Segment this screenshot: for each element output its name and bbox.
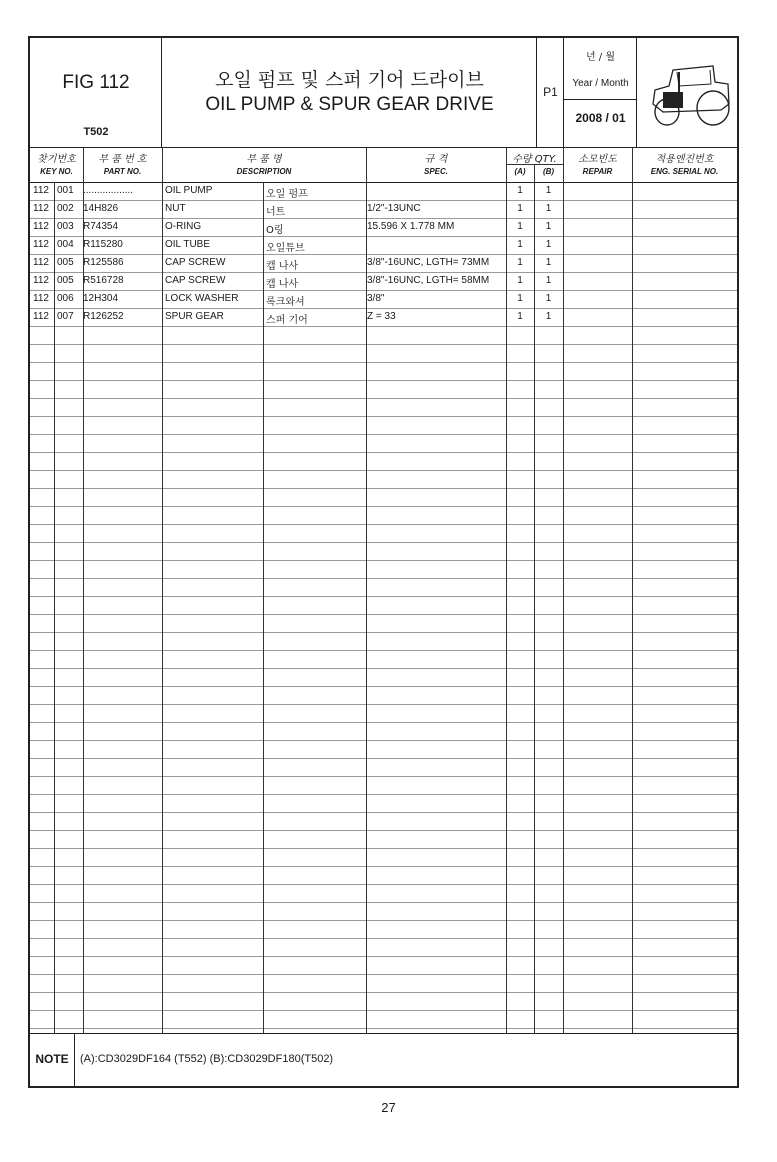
date-divider [564, 99, 637, 100]
row-qty-a: 1 [517, 221, 523, 232]
model-code: T502 [83, 126, 109, 138]
row-spec: 3/8"-16UNC, LGTH= 58MM [367, 275, 490, 286]
row-rule [30, 596, 737, 597]
col-line-desc [263, 182, 264, 1033]
row-spec: 15.596 X 1.778 MM [367, 221, 455, 232]
row-qty-b: 1 [545, 257, 552, 268]
row-description-ko: O링 [266, 225, 284, 236]
row-qty-a: 1 [517, 275, 523, 286]
row-description-ko: 캡 나사 [266, 261, 299, 272]
col-line-repair [563, 147, 564, 1033]
date-label-english: Year / Month [572, 78, 629, 89]
row-part-no: 14H826 [83, 203, 119, 214]
column-headers [30, 147, 737, 183]
row-fig-no: 112 [33, 275, 49, 286]
col-spec [366, 147, 506, 182]
row-part-no: R126252 [83, 311, 124, 322]
row-spec: 3/8"-16UNC, LGTH= 73MM [367, 257, 490, 268]
row-rule [30, 452, 737, 453]
row-rule [30, 254, 737, 255]
col-line-spec [366, 147, 367, 1033]
row-description-ko: 너트 [266, 207, 286, 218]
row-key-no: 005 [57, 257, 74, 268]
col-line-key [83, 147, 84, 1033]
note-section [30, 1033, 737, 1087]
row-rule [30, 902, 737, 903]
row-fig-no: 112 [33, 257, 49, 268]
row-key-no: 003 [57, 221, 74, 232]
row-rule [30, 542, 737, 543]
col-part-no [83, 147, 162, 182]
row-rule [30, 272, 737, 273]
table-row [30, 308, 737, 326]
note-text: (A):CD3029DF164 (T552) (B):CD3029DF180(T502) [80, 1053, 334, 1065]
col-line-qty [506, 147, 507, 1033]
title-english: OIL PUMP & SPUR GEAR DRIVE [205, 94, 494, 115]
row-fig-no: 112 [33, 221, 49, 232]
row-rule [30, 524, 737, 525]
row-rule [30, 722, 737, 723]
page-cell [537, 38, 564, 147]
col-key-en: KEY NO. [40, 167, 73, 176]
row-rule [30, 200, 737, 201]
row-description: CAP SCREW [165, 257, 226, 268]
table-row [30, 200, 737, 218]
note-divider [74, 1034, 75, 1087]
row-rule [30, 398, 737, 399]
row-rule [30, 578, 737, 579]
col-serial-ko: 적용엔진번호 [655, 154, 714, 165]
table-row [30, 272, 737, 290]
tractor-icon [643, 52, 733, 132]
col-repair-ko: 소모빈도 [578, 154, 617, 165]
row-rule [30, 632, 737, 633]
row-qty-b: 1 [545, 239, 552, 250]
row-rule [30, 326, 737, 327]
table-row [30, 290, 737, 308]
col-line-part [162, 147, 163, 1033]
title-cell [162, 38, 537, 147]
row-rule [30, 560, 737, 561]
row-rule [30, 884, 737, 885]
page-number: 27 [381, 1100, 396, 1115]
row-rule [30, 812, 737, 813]
row-description: LOCK WASHER [165, 293, 239, 304]
row-rule [30, 956, 737, 957]
date-label-korean: 년 / 월 [585, 52, 616, 63]
note-label: NOTE [35, 1052, 69, 1066]
row-rule [30, 740, 737, 741]
row-key-no: 005 [57, 275, 74, 286]
row-description-ko: 오일튜브 [266, 243, 305, 254]
row-description-ko: 오일 펌프 [266, 189, 308, 200]
row-key-no: 007 [57, 311, 74, 322]
row-qty-a: 1 [517, 293, 523, 304]
row-qty-b: 1 [545, 311, 552, 322]
page-code: P1 [543, 85, 558, 99]
row-qty-a: 1 [517, 257, 523, 268]
table-row [30, 236, 737, 254]
col-line-qty-mid [534, 164, 535, 1033]
row-description-ko: 록크와셔 [266, 297, 305, 308]
table-row [30, 182, 737, 200]
row-rule [30, 758, 737, 759]
row-qty-a: 1 [517, 185, 523, 196]
row-rule [30, 344, 737, 345]
col-line-serial [632, 147, 633, 1033]
row-rule [30, 362, 737, 363]
row-fig-no: 112 [33, 185, 49, 196]
date-cell [564, 38, 637, 147]
row-rule [30, 470, 737, 471]
row-fig-no: 112 [33, 293, 49, 304]
row-qty-a: 1 [517, 311, 523, 322]
date-value: 2008 / 01 [575, 111, 626, 125]
col-qty-ko: 수량 QTY. [512, 154, 557, 165]
col-part-en: PART NO. [103, 167, 142, 176]
row-description: SPUR GEAR [165, 311, 224, 322]
row-rule [30, 506, 737, 507]
row-spec: Z = 33 [367, 311, 396, 322]
row-qty-a: 1 [517, 239, 523, 250]
col-desc-en: DESCRIPTION [236, 167, 292, 176]
row-qty-b: 1 [545, 203, 552, 214]
col-qty-b: (B) [542, 167, 555, 176]
row-key-no: 006 [57, 293, 74, 304]
row-description-ko: 캡 나사 [266, 279, 299, 290]
row-fig-no: 112 [33, 203, 49, 214]
title-korean: 오일 펌프 및 스퍼 기어 드라이브 [215, 69, 484, 91]
row-rule [30, 650, 737, 651]
row-part-no: .................. [83, 185, 134, 196]
row-qty-a: 1 [517, 203, 523, 214]
row-part-no: 12H304 [83, 293, 119, 304]
row-rule [30, 686, 737, 687]
row-description: NUT [165, 203, 186, 214]
row-rule [30, 218, 737, 219]
row-rule [30, 290, 737, 291]
row-key-no: 004 [57, 239, 74, 250]
row-spec: 3/8" [367, 293, 385, 304]
row-rule [30, 920, 737, 921]
col-key-ko: 찾기번호 [37, 154, 76, 165]
row-rule [30, 794, 737, 795]
row-fig-no: 112 [33, 311, 49, 322]
row-description: CAP SCREW [165, 275, 226, 286]
row-qty-b: 1 [545, 185, 552, 196]
sheet-header [30, 38, 737, 148]
col-qty-a: (A) [514, 167, 526, 176]
row-rule [30, 416, 737, 417]
row-qty-b: 1 [545, 293, 552, 304]
table-row [30, 218, 737, 236]
col-serial-en: ENG. SERIAL NO. [650, 167, 719, 176]
row-rule [30, 488, 737, 489]
row-fig-no: 112 [33, 239, 49, 250]
col-description [162, 147, 366, 182]
row-rule [30, 434, 737, 435]
figure-cell [30, 38, 162, 147]
row-rule [30, 992, 737, 993]
table-row [30, 254, 737, 272]
col-spec-ko: 규 격 [424, 154, 448, 165]
row-key-no: 001 [57, 185, 74, 196]
row-description: O-RING [165, 221, 202, 232]
row-description: OIL TUBE [165, 239, 211, 250]
tractor-cell [637, 38, 737, 147]
row-rule [30, 668, 737, 669]
col-serial [632, 147, 737, 182]
row-rule [30, 704, 737, 705]
row-rule [30, 866, 737, 867]
row-spec: 1/2"-13UNC [367, 203, 421, 214]
row-rule [30, 308, 737, 309]
row-description: OIL PUMP [165, 185, 213, 196]
figure-number: FIG 112 [62, 72, 130, 93]
row-rule [30, 236, 737, 237]
row-rule [30, 938, 737, 939]
col-line-fig [54, 182, 55, 1033]
row-qty-b: 1 [545, 221, 552, 232]
row-description-ko: 스퍼 기어 [266, 315, 308, 326]
col-spec-en: SPEC. [423, 167, 448, 176]
parts-table [30, 182, 737, 1033]
row-key-no: 002 [57, 203, 74, 214]
row-rule [30, 380, 737, 381]
row-qty-b: 1 [545, 275, 552, 286]
row-rule [30, 776, 737, 777]
row-part-no: R115280 [83, 239, 123, 250]
row-rule [30, 1010, 737, 1011]
row-rule [30, 974, 737, 975]
row-rule [30, 848, 737, 849]
row-part-no: R74354 [83, 221, 119, 232]
row-rule [30, 614, 737, 615]
col-repair-en: REPAIR [582, 167, 613, 176]
parts-list-sheet [28, 36, 739, 1088]
row-rule [30, 830, 737, 831]
col-desc-ko: 부 품 명 [246, 154, 282, 165]
row-part-no: R516728 [83, 275, 124, 286]
col-part-ko: 부 품 번 호 [98, 154, 147, 165]
col-repair [563, 147, 632, 182]
row-rule [30, 1028, 737, 1029]
col-key-no [30, 147, 83, 182]
row-part-no: R125586 [83, 257, 124, 268]
